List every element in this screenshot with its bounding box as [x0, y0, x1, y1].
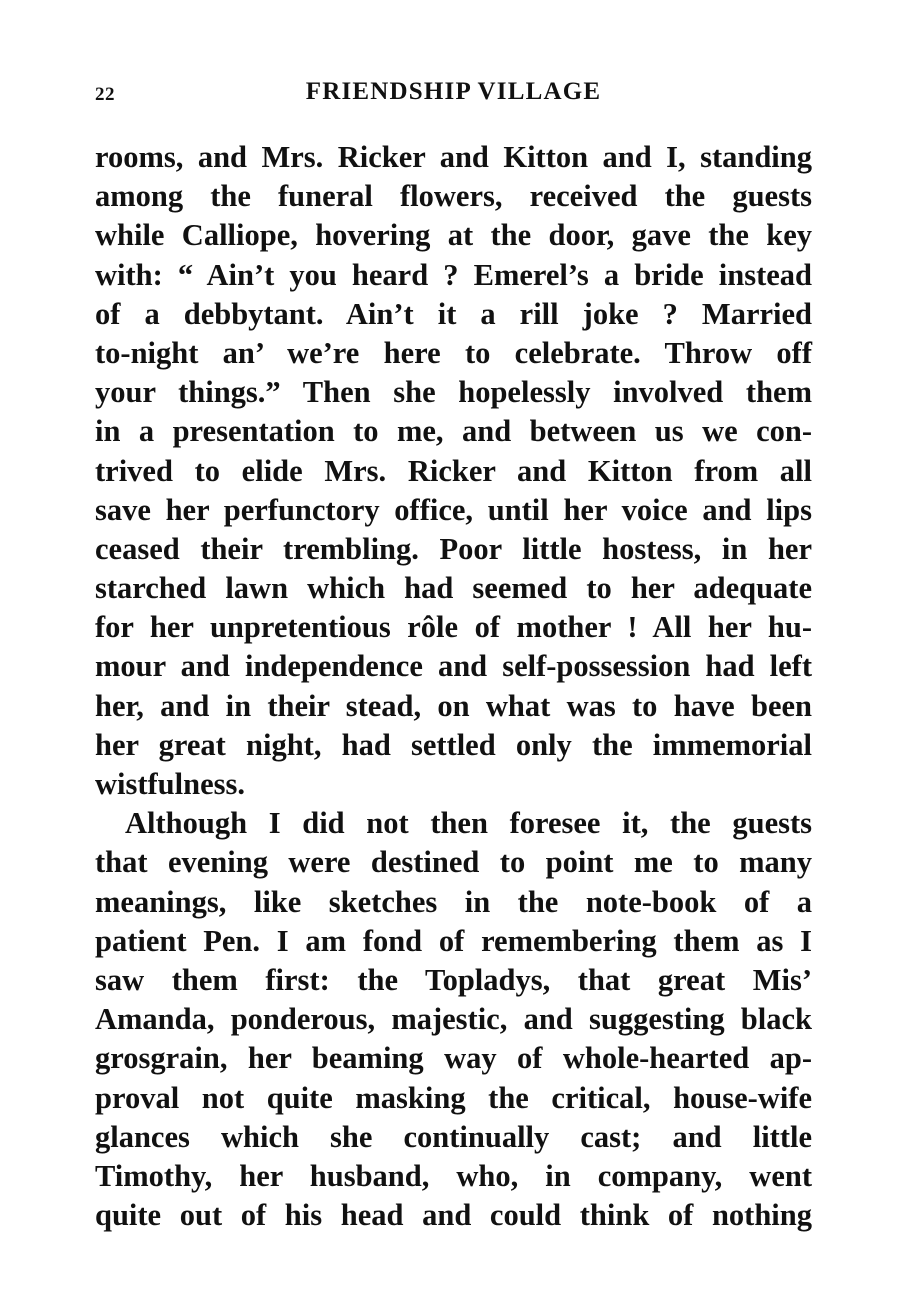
- text-line: of a debbytant. Ain’t it a rill joke ? Married: [95, 296, 812, 331]
- text-line: that evening were destined to point me to many: [95, 845, 812, 880]
- text-line: Amanda, ponderous, majestic, and suggesting black: [95, 1002, 812, 1037]
- text-line: with: “ Ain’t you heard ? Emerel’s a bride instead: [95, 257, 812, 292]
- paragraph-1: [95, 138, 812, 804]
- text-line: your things.” Then she hopelessly involved them: [95, 375, 812, 410]
- text-line: to-night an’ we’re here to celebrate. Throw off: [95, 335, 812, 370]
- text-line: Timothy, her husband, who, in company, went: [95, 1158, 812, 1193]
- text-line: mour and independence and self-possession had left: [95, 649, 812, 684]
- text-line: ceased their trembling. Poor little hostess, in her: [95, 531, 812, 566]
- text-line: saw them first: the Topladys, that great Mis’: [95, 962, 812, 997]
- text-line: her, and in their stead, on what was to have been: [95, 688, 812, 723]
- text-line: rooms, and Mrs. Ricker and Kitton and I, standing: [95, 140, 812, 174]
- text-line: save her perfunctory office, until her voice and lips: [95, 492, 812, 527]
- body-text: [95, 138, 812, 1235]
- text-line: trived to elide Mrs. Ricker and Kitton from all: [95, 453, 812, 488]
- text-line: quite out of his head and could think of nothing: [95, 1198, 812, 1233]
- text-line: among the funeral flowers, received the guests: [95, 179, 812, 214]
- running-head: FRIENDSHIP VILLAGE: [305, 78, 602, 105]
- text-line: meanings, like sketches in the note-book of a: [95, 884, 812, 919]
- page-header: [95, 78, 812, 112]
- text-line: patient Pen. I am fond of remembering them as I: [95, 923, 812, 958]
- text-line: Although I did not then foresee it, the guests: [125, 806, 812, 841]
- text-line: grosgrain, her beaming way of whole-hearted ap-: [95, 1041, 812, 1076]
- text-line: her great night, had settled only the immemorial: [95, 727, 812, 762]
- text-line: starched lawn which had seemed to her adequate: [95, 571, 812, 606]
- text-line: glances which she continually cast; and little: [95, 1119, 812, 1154]
- text-line: proval not quite masking the critical, house-wife: [95, 1080, 812, 1115]
- text-line: for her unpretentious rôle of mother ! All her hu-: [95, 610, 812, 645]
- paragraph-2: [95, 804, 812, 1235]
- page-number: 22: [95, 84, 115, 105]
- text-line: in a presentation to me, and between us we con-: [95, 414, 812, 449]
- text-line: wistfulness.: [95, 767, 245, 801]
- text-line: while Calliope, hovering at the door, gave the key: [95, 218, 812, 253]
